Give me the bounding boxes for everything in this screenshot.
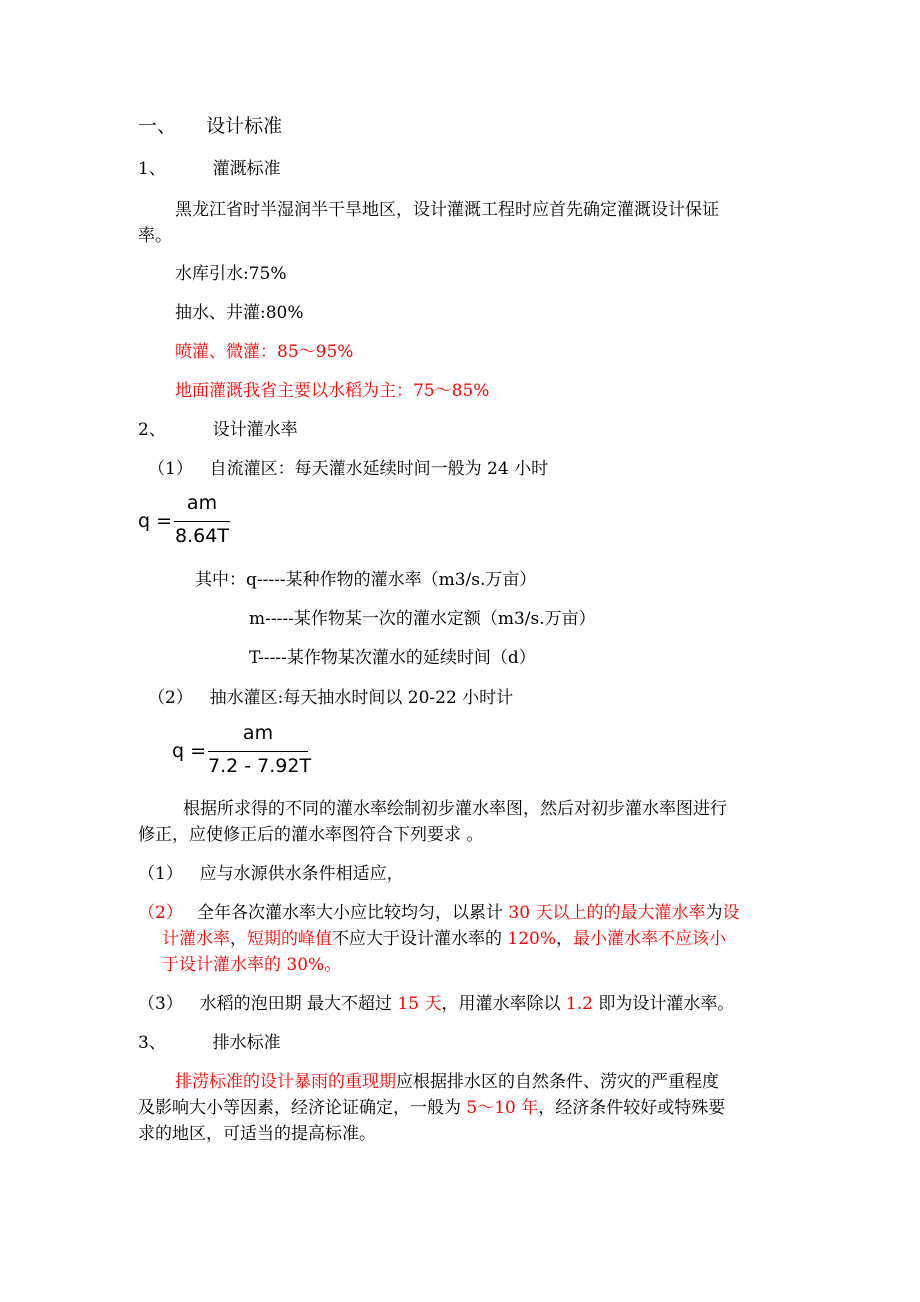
text-run: 不应大于设计灌水率的 <box>332 929 508 949</box>
text-run: ，用灌水率除以 <box>441 994 566 1014</box>
fraction-bar <box>174 521 230 522</box>
text-run: 全年各次灌水率大小应比较均匀，以累计 <box>197 903 509 923</box>
paragraph-line <box>138 1096 725 1120</box>
section-heading <box>138 114 282 138</box>
highlight-run: 15 天 <box>397 994 442 1014</box>
subsection-number: 2、 <box>138 420 166 440</box>
case-text: 抽水灌区:每天抽水时间以 20-22 小时计 <box>209 688 514 708</box>
highlight-run: 设 <box>722 903 740 923</box>
formula-numerator: am <box>242 722 274 744</box>
subsection-title: 排水标准 <box>212 1033 281 1053</box>
section-number: 一、 <box>138 115 177 137</box>
highlight-run: 计灌水率 <box>162 929 230 949</box>
formula-lhs: q = <box>172 740 207 762</box>
subsection-heading-2 <box>138 418 298 442</box>
case-number: （2） <box>148 688 193 708</box>
highlight-run: 120% <box>507 929 557 949</box>
list-item-highlighted: 喷灌、微灌：85～95% <box>175 342 354 362</box>
highlight-run: 最小灌水率不应该小 <box>573 929 727 949</box>
fraction-bar <box>208 751 308 752</box>
paragraph-line: 根据所求得的不同的灌水率绘制初步灌水率图，然后对初步灌水率图进行 <box>183 799 727 819</box>
definition-t: T-----某作物某次灌水的延续时间（d） <box>249 648 536 668</box>
highlight-run: 短期的峰值 <box>247 929 332 949</box>
highlight-run: 排涝标准的设计暴雨的重现期 <box>175 1072 396 1092</box>
case-line-2 <box>148 686 513 710</box>
text-run: ，经济条件较好或特殊要 <box>538 1098 726 1118</box>
formula-1 <box>138 492 248 552</box>
paragraph-line: 求的地区，可适当的提高标准。 <box>138 1124 376 1144</box>
section-title: 设计标准 <box>206 115 283 137</box>
paragraph-line: 黑龙江省时半湿润半干旱地区，设计灌溉工程时应首先确定灌溉设计保证 <box>175 200 719 220</box>
where-label: 其中： <box>195 570 246 590</box>
definition-m: m-----某作物某一次的灌水定额（m3/s.万亩） <box>249 609 596 629</box>
subsection-title: 灌溉标准 <box>212 159 281 179</box>
list-item: 抽水、井灌:80% <box>175 303 304 323</box>
paragraph-line: 率。 <box>138 226 172 246</box>
text-run: 即为设计灌水率。 <box>592 994 735 1014</box>
subsection-number: 3、 <box>138 1033 166 1053</box>
formula-denominator: 7.2 - 7.92T <box>208 755 312 777</box>
requirement-3 <box>138 992 734 1016</box>
highlight-run: 30 天以上的的最大灌水率 <box>508 903 706 923</box>
text-run: ， <box>230 929 247 949</box>
text-run: 应根据排水区的自然条件、涝灾的严重程度 <box>396 1072 719 1092</box>
paragraph-line <box>175 1070 719 1094</box>
requirement-number: （1） <box>138 864 183 884</box>
subsection-heading-3 <box>138 1031 281 1055</box>
subsection-title: 设计灌水率 <box>212 420 298 440</box>
requirement-2-number: （2） <box>138 903 183 923</box>
text-run: 及影响大小等因素，经济论证确定，一般为 <box>138 1098 467 1118</box>
list-item-highlighted: 地面灌溉我省主要以水稻为主：75～85% <box>175 381 490 401</box>
definition-line <box>195 568 536 592</box>
requirement-number: （3） <box>138 994 183 1014</box>
formula-2 <box>172 722 312 782</box>
case-number: （1） <box>148 459 193 479</box>
text-run: 水稻的泡田期 最大不超过 <box>199 994 398 1014</box>
requirement-text: 应与水源供水条件相适应， <box>199 864 404 884</box>
requirement-2-line <box>162 927 726 951</box>
requirement-2-line: 于设计灌水率的 30%。 <box>162 955 342 975</box>
text-run: ， <box>556 929 574 949</box>
highlight-run: 1.2 <box>565 994 593 1014</box>
formula-lhs: q = <box>138 510 173 532</box>
requirement-1 <box>138 862 404 886</box>
text-run: 为 <box>705 903 723 923</box>
requirement-2-line <box>197 901 739 925</box>
highlight-run: 5～10 年 <box>466 1098 539 1118</box>
formula-numerator: am <box>186 492 218 514</box>
formula-denominator: 8.64T <box>175 525 229 547</box>
subsection-heading-1 <box>138 157 281 181</box>
case-text: 自流灌区：每天灌水延续时间一般为 24 小时 <box>209 459 549 479</box>
paragraph-line: 修正，应使修正后的灌水率图符合下列要求 。 <box>138 825 484 845</box>
list-item: 水库引水:75% <box>175 264 287 284</box>
definition-q: q-----某种作物的灌水率（m3/s.万亩） <box>246 570 537 590</box>
subsection-number: 1、 <box>138 159 166 179</box>
case-line-1 <box>148 457 548 481</box>
